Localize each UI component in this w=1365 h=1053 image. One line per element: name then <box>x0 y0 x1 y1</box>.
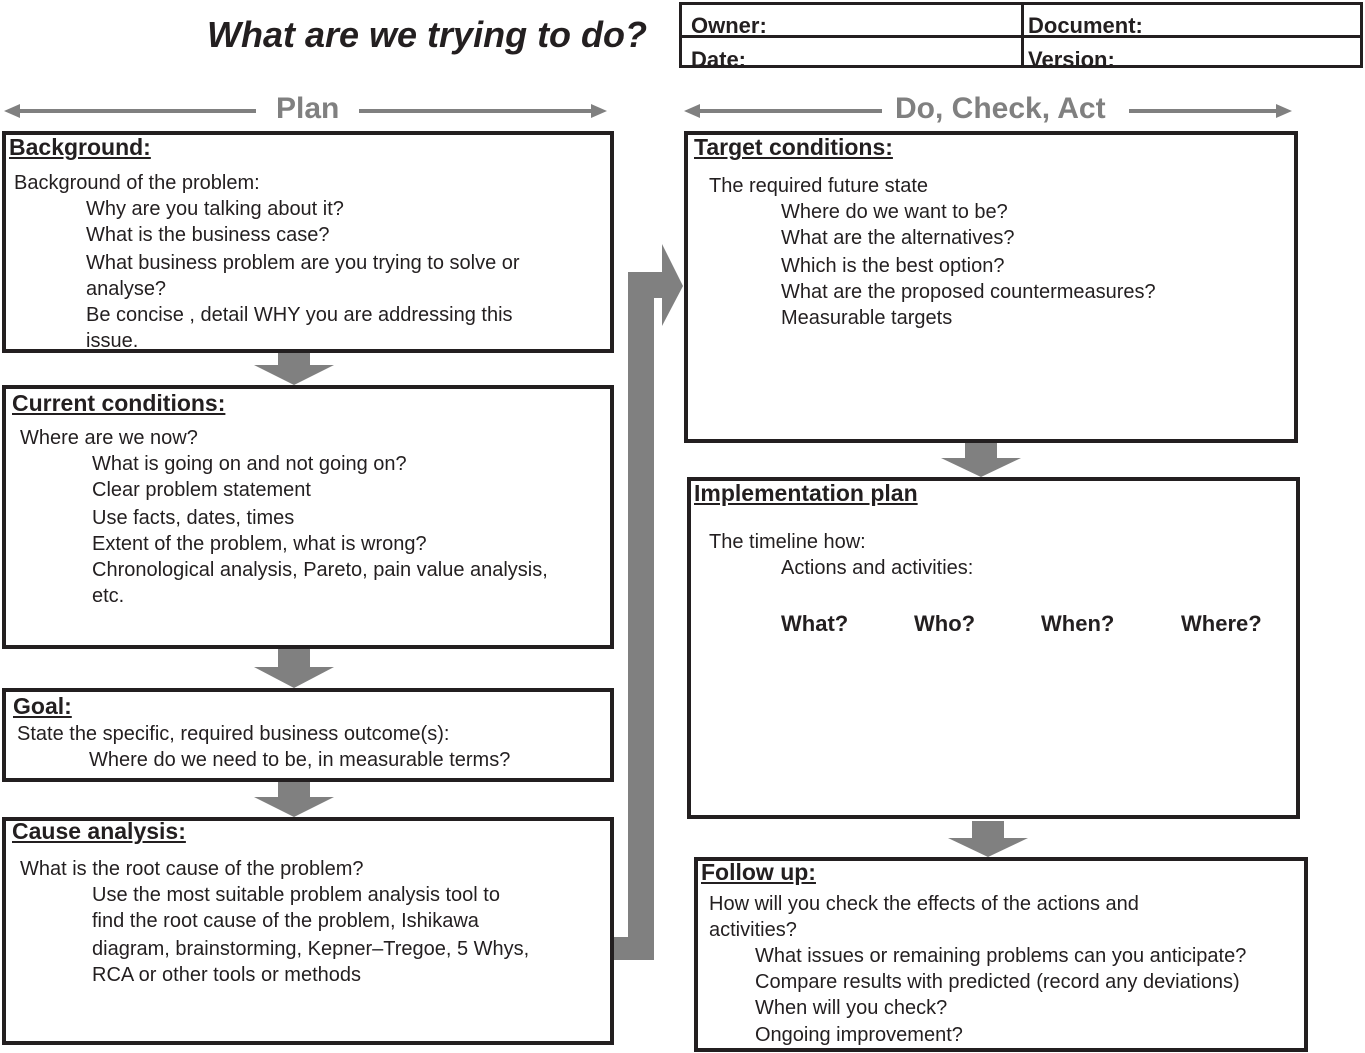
down-arrow-background <box>254 353 334 385</box>
current-conditions-title: Current conditions: <box>12 390 226 416</box>
current-conditions-item: etc. <box>92 585 125 607</box>
current-conditions-item: What is going on and not going on? <box>92 453 407 475</box>
current-conditions-intro: Where are we now? <box>20 427 198 449</box>
goal-item: Where do we need to be, in measurable terms? <box>89 749 511 771</box>
follow-up-title: Follow up: <box>701 859 816 885</box>
owner-label: Owner: <box>691 13 767 38</box>
background-title: Background: <box>9 134 151 160</box>
cause-analysis-intro: What is the root cause of the problem? <box>20 858 364 880</box>
implementation-plan-intro: The timeline how: <box>709 531 866 553</box>
plan-heading: Plan <box>276 92 340 125</box>
cause-analysis-title: Cause analysis: <box>12 818 186 844</box>
target-conditions-item: Which is the best option? <box>781 255 1005 277</box>
implementation-plan-title: Implementation plan <box>694 480 918 506</box>
dca-heading: Do, Check, Act <box>895 92 1106 125</box>
current-conditions-item: Chronological analysis, Pareto, pain value analysis, <box>92 559 548 581</box>
target-conditions-item: What are the proposed countermeasures? <box>781 281 1156 303</box>
background-item: issue. <box>86 330 139 352</box>
target-conditions-title: Target conditions: <box>694 134 893 160</box>
target-conditions-item: Measurable targets <box>781 307 953 329</box>
follow-up-item: When will you check? <box>755 997 948 1019</box>
follow-up-item: Ongoing improvement? <box>755 1024 963 1046</box>
background-item: Be concise , detail WHY you are addressing this <box>86 304 513 326</box>
cause-analysis-item: RCA or other tools or methods <box>92 964 362 986</box>
target-conditions-item: Where do we want to be? <box>781 201 1008 223</box>
background-item: What is the business case? <box>86 224 330 246</box>
cause-analysis-item: diagram, brainstorming, Kepner–Tregoe, 5 Whys, <box>92 938 530 960</box>
connector-arrow <box>614 244 683 960</box>
current-conditions-item: Use facts, dates, times <box>92 507 295 529</box>
down-arrow-current <box>254 649 334 688</box>
column-when: When? <box>1041 611 1115 636</box>
version-label: Version: <box>1028 47 1115 72</box>
down-arrow-target <box>941 443 1021 477</box>
background-item: What business problem are you trying to solve or <box>86 252 520 274</box>
current-conditions-item: Clear problem statement <box>92 479 311 501</box>
date-label: Date: <box>691 47 747 72</box>
target-conditions-item: What are the alternatives? <box>781 227 1015 249</box>
column-who: Who? <box>914 611 976 636</box>
column-what: What? <box>781 611 849 636</box>
cause-analysis-item: Use the most suitable problem analysis tool to <box>92 884 500 906</box>
page-title: What are we trying to do? <box>207 14 648 55</box>
goal-intro: State the specific, required business outcome(s): <box>17 723 450 745</box>
current-conditions-item: Extent of the problem, what is wrong? <box>92 533 427 555</box>
background-intro: Background of the problem: <box>14 172 260 194</box>
cause-analysis-item: find the root cause of the problem, Ishikawa <box>92 910 479 932</box>
down-arrow-goal <box>254 782 334 817</box>
goal-title: Goal: <box>13 693 72 719</box>
follow-up-intro: How will you check the effects of the actions and <box>709 893 1139 915</box>
document-label: Document: <box>1028 13 1143 38</box>
follow-up-item: What issues or remaining problems can you anticipate? <box>755 945 1247 967</box>
down-arrow-implementation <box>948 821 1028 857</box>
background-item: Why are you talking about it? <box>86 198 344 220</box>
target-conditions-intro: The required future state <box>709 175 929 197</box>
column-where: Where? <box>1181 611 1262 636</box>
follow-up-intro: activities? <box>709 919 797 941</box>
follow-up-item: Compare results with predicted (record any deviations) <box>755 971 1240 993</box>
background-item: analyse? <box>86 278 167 300</box>
implementation-plan-sub: Actions and activities: <box>781 557 974 579</box>
